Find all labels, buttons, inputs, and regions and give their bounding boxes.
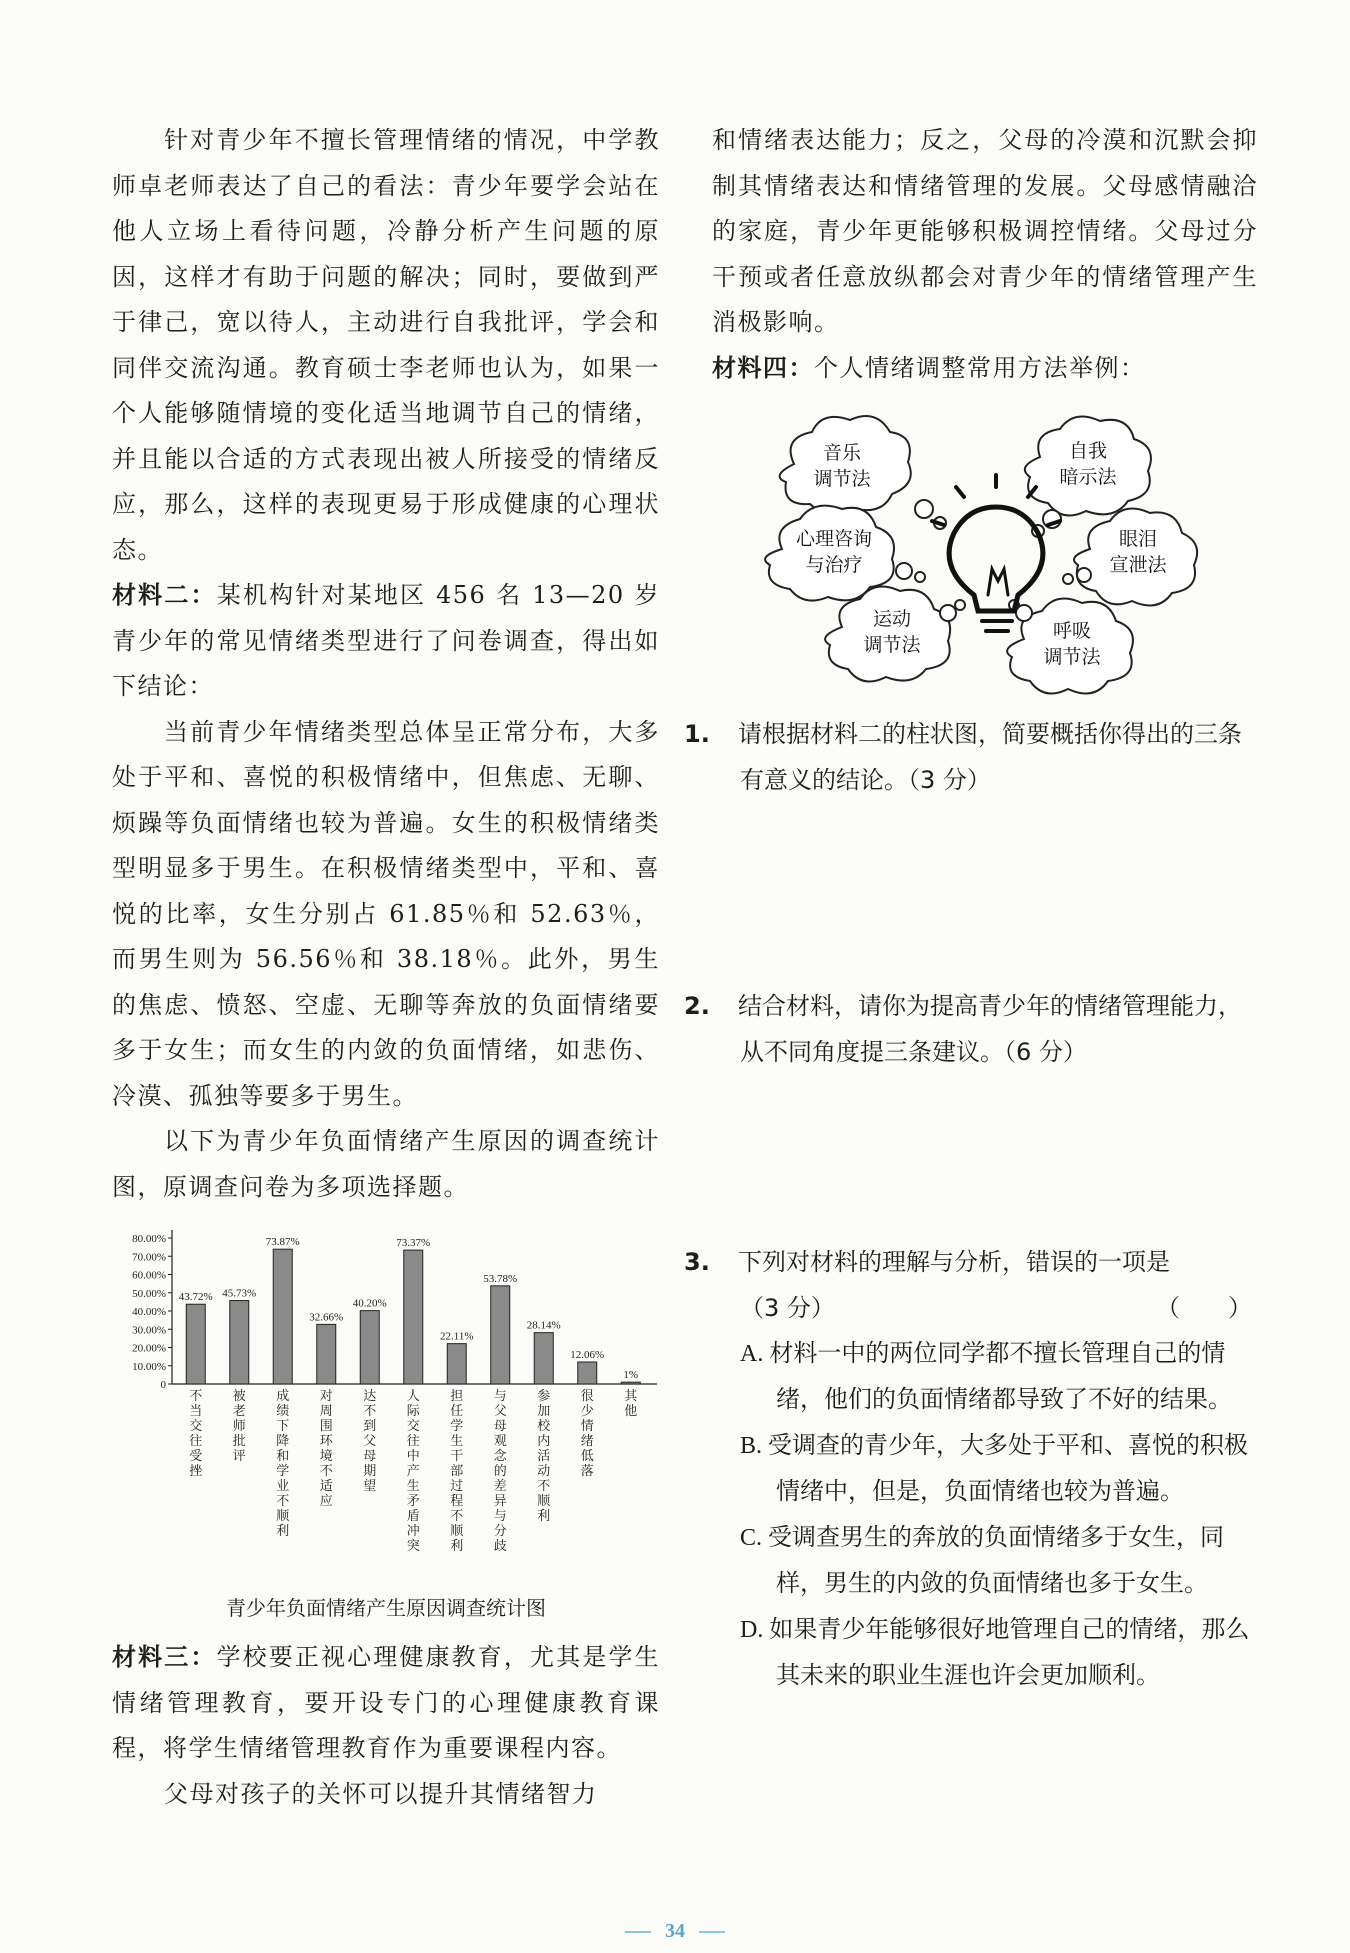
category-label: 学 [450,1419,464,1434]
bar [447,1344,466,1384]
category-label: 师 [232,1419,246,1434]
bar [491,1286,510,1384]
cloud-self-suggestion [1025,417,1151,516]
category-label: 应 [319,1494,333,1509]
category-label: 对 [319,1389,333,1404]
chart-caption: 青少年负面情绪产生原因调查统计图 [226,1596,546,1620]
methods-diagram [712,399,1258,703]
category-label: 部 [450,1464,464,1479]
page-number-text: 34 [665,1920,685,1942]
question-number: 2. [684,992,710,1020]
category-label: 绩 [276,1404,290,1419]
category-label: 期 [363,1464,377,1479]
category-label: 境 [319,1449,333,1464]
category-label: 差 [493,1479,507,1494]
category-label: 不 [450,1509,464,1524]
methods-diagram-svg [712,399,1258,699]
category-label: 的 [493,1464,507,1479]
right-column [684,118,1258,1699]
category-label: 生 [406,1479,420,1494]
y-tick-label: 60.00% [132,1269,166,1282]
category-label: 突 [406,1539,420,1554]
category-label: 受 [189,1449,203,1464]
category-label: 产 [406,1464,420,1479]
category-label: 中 [406,1449,420,1464]
material-text: 某机构针对某地区 456 名 13—20 岁青少年的常见情绪类型进行了问卷调查，得出如下结论： [112,581,661,700]
material-two [112,573,660,710]
category-label: 盾 [406,1509,420,1524]
data-label: 22.11% [439,1330,474,1343]
paragraph: 以下为青少年负面情绪产生原因的调查统计图，原调查问卷为多项选择题。 [112,1127,660,1201]
question-score: （3 分） [740,1294,835,1322]
category-label: 观 [493,1434,507,1449]
category-label: 他 [624,1404,638,1419]
data-label: 73.87% [265,1236,300,1249]
cloud-label: 眼泪 [1118,529,1158,550]
category-label: 母 [493,1419,507,1434]
category-label: 动 [537,1464,551,1479]
question-text: 请根据材料二的柱状图，简要概括你得出的三条有意义的结论。（3 分） [738,720,1242,794]
data-label: 43.72% [178,1291,213,1304]
cloud-label: 运动 [872,609,912,630]
category-label: 干 [450,1449,464,1464]
cloud-music [780,416,911,514]
bar-chart-svg [112,1218,660,1578]
material-four [712,346,1258,392]
category-label: 矛 [406,1494,420,1509]
category-label: 环 [319,1434,333,1449]
category-label: 学 [276,1464,290,1479]
option-d[interactable]: D. 如果青少年能够很好地管理自己的情绪，那么其未来的职业生涯也许会更加顺利。 [740,1617,1250,1689]
category-label: 与 [493,1389,507,1404]
data-label: 28.14% [526,1319,561,1332]
category-label: 顺 [450,1524,464,1539]
category-label: 异 [493,1494,507,1509]
bar [360,1311,379,1384]
page-dash [699,1931,725,1933]
y-tick-label: 40.00% [132,1306,166,1318]
category-label: 和 [276,1449,290,1464]
bar [404,1250,423,1384]
page-dash [625,1931,651,1933]
answer-bracket[interactable]: （ ） [1156,1294,1252,1322]
cloud-label: 音乐 [822,443,862,464]
category-label: 过 [450,1479,464,1494]
answer-space[interactable] [712,803,1258,983]
category-label: 老 [232,1404,246,1419]
option-c[interactable]: C. 受调查男生的奔放的负面情绪多于女生，同样，男生的内敛的负面情绪也多于女生。 [740,1525,1225,1597]
category-label: 下 [276,1419,290,1434]
category-label: 挫 [189,1464,203,1479]
category-label: 程 [450,1494,464,1509]
material-label: 材料二： [112,581,217,609]
data-label: 1% [623,1369,639,1382]
y-tick-label: 0 [160,1379,166,1391]
data-label: 53.78% [483,1272,518,1285]
category-label: 不 [189,1389,203,1404]
data-label: 40.20% [352,1297,387,1310]
category-label: 不 [319,1464,333,1479]
category-label: 内 [537,1434,551,1449]
option-b[interactable]: B. 受调查的青少年，大多处于平和、喜悦的积极情绪中，但是，负面情绪也较为普遍。 [740,1433,1249,1505]
category-label: 不 [363,1404,377,1419]
cloud-label: 心理咨询 [795,529,873,550]
category-label: 往 [406,1434,420,1449]
category-label: 达 [363,1389,377,1404]
category-label: 很 [580,1389,594,1404]
question-3-score-line [712,1285,1258,1331]
bar [578,1362,597,1384]
category-label: 顺 [276,1509,290,1524]
category-label: 加 [537,1404,551,1419]
category-label: 绪 [580,1434,594,1449]
cloud-label: 调节法 [813,469,871,490]
category-label: 冲 [406,1524,420,1539]
category-label: 歧 [493,1539,507,1554]
category-label: 父 [363,1434,377,1449]
category-label: 念 [493,1449,507,1464]
category-label: 交 [189,1419,203,1434]
category-label: 校 [537,1419,551,1434]
material-label: 材料三： [112,1643,217,1671]
answer-space[interactable] [712,1075,1258,1239]
paragraph: 针对青少年不擅长管理情绪的情况，中学教师卓老师表达了自己的看法：青少年要学会站在他人立场上看待问题，冷静分析产生问题的原因，这样才有助于问题的解决；同时，要做到严于律己，宽以待人，主动进行自我批评，学会和同伴交流沟通。教育硕士李老师也认为，如果一个人能够随情境的变化适当地调节自己的情绪，并且能以合适的方式表现出被人所接受的情绪反应，那么，这样的表现更易于形成健康的心理状态。 [112,126,660,564]
category-label: 当 [189,1404,203,1419]
category-label: 其 [624,1389,638,1404]
bar [317,1324,336,1384]
category-label: 情 [580,1419,594,1434]
category-label: 评 [232,1449,246,1464]
category-label: 任 [450,1404,464,1419]
category-label: 交 [406,1419,420,1434]
cloud-label: 调节法 [863,635,921,656]
question-text: 下列对材料的理解与分析，错误的一项是 [738,1248,1170,1276]
category-label: 周 [319,1404,333,1419]
data-label: 12.06% [570,1348,605,1361]
category-label: 望 [363,1479,377,1494]
category-label: 围 [319,1419,333,1434]
bar [273,1249,292,1384]
category-label: 少 [580,1404,594,1419]
category-label: 际 [406,1404,420,1419]
category-label: 与 [493,1509,507,1524]
bar-chart [112,1218,660,1582]
category-label: 落 [580,1464,594,1479]
page-number [0,1920,1350,1943]
cloud-label: 宣泄法 [1109,555,1167,576]
y-tick-label: 20.00% [132,1342,166,1355]
category-label: 活 [537,1449,551,1464]
data-label: 73.37% [396,1237,431,1250]
category-label: 顺 [537,1494,551,1509]
category-label: 分 [493,1524,507,1539]
y-tick-label: 70.00% [132,1251,166,1264]
category-label: 不 [537,1479,551,1494]
category-label: 适 [319,1479,333,1494]
bar [230,1301,249,1384]
cloud-label: 暗示法 [1059,467,1117,488]
category-label: 母 [363,1449,377,1464]
data-label: 45.73% [222,1287,257,1300]
category-label: 不 [276,1494,290,1509]
cloud-counseling [765,506,894,601]
category-label: 生 [450,1434,464,1449]
category-label: 批 [232,1434,246,1449]
category-label: 低 [580,1449,594,1464]
y-tick-label: 30.00% [132,1324,166,1337]
cloud-label: 自我 [1068,441,1108,462]
cloud-label: 调节法 [1043,647,1101,668]
question-text: 结合材料，请你为提高青少年的情绪管理能力，从不同角度提三条建议。（6 分） [738,992,1242,1066]
category-label: 利 [450,1539,464,1554]
bar [186,1304,205,1384]
bar [621,1382,640,1384]
category-label: 被 [232,1389,246,1404]
question-1 [684,711,1258,803]
category-label: 往 [189,1434,203,1449]
material-text: 个人情绪调整常用方法举例： [814,353,1146,382]
material-text: 学校要正视心理健康教育，尤其是学生情绪管理教育，要开设专门的心理健康教育课程，将学生情绪管理教育作为重要课程内容。 [112,1643,660,1762]
category-label: 业 [276,1479,290,1494]
category-label: 人 [406,1389,420,1404]
category-label: 担 [450,1389,464,1404]
category-label: 参 [537,1389,551,1404]
paragraph: 和情绪表达能力；反之，父母的冷漠和沉默会抑制其情绪表达和情绪管理的发展。父母感情融洽的家庭，青少年更能够积极调控情绪。父母过分干预或者任意放纵都会对青少年的情绪管理产生消极影响。 [712,126,1258,336]
y-tick-label: 50.00% [132,1287,166,1300]
y-tick-label: 10.00% [132,1360,166,1373]
category-label: 降 [276,1434,290,1449]
category-label: 利 [537,1509,551,1524]
paragraph: 父母对孩子的关怀可以提升其情绪智力 [164,1779,598,1808]
category-label: 父 [493,1404,507,1419]
category-label: 利 [276,1524,290,1539]
option-a[interactable]: A. 材料一中的两位同学都不擅长管理自己的情绪，他们的负面情绪都导致了不好的结果。 [740,1341,1232,1413]
question-3 [684,1239,1258,1285]
category-label: 到 [363,1419,377,1434]
question-number: 3. [684,1248,710,1276]
bar [534,1333,553,1384]
left-column [112,118,660,1817]
material-label: 材料四： [712,353,814,382]
cloud-label: 与治疗 [805,555,863,576]
material-three [112,1635,660,1772]
question-2 [684,983,1258,1075]
cloud-label: 呼吸 [1052,621,1092,642]
category-label: 成 [276,1389,290,1404]
data-label: 32.66% [309,1311,344,1324]
question-number: 1. [684,720,710,748]
y-tick-label: 80.00% [132,1233,166,1245]
paragraph: 当前青少年情绪类型总体呈正常分布，大多处于平和、喜悦的积极情绪中，但焦虑、无聊、烦躁等负面情绪也较为普遍。女生的积极情绪类型明显多于男生。在积极情绪类型中，平和、喜悦的比率，女生分别占 61.85％和 52.63％，而男生则为 56.56％和 38.18％。此外，男生的焦虑、愤怒、空虚、无聊等奔放的负面情绪要多于女生；而女生的内敛的负面情绪，如悲伤、冷漠、孤独等要多于男生。 [112,717,660,1110]
